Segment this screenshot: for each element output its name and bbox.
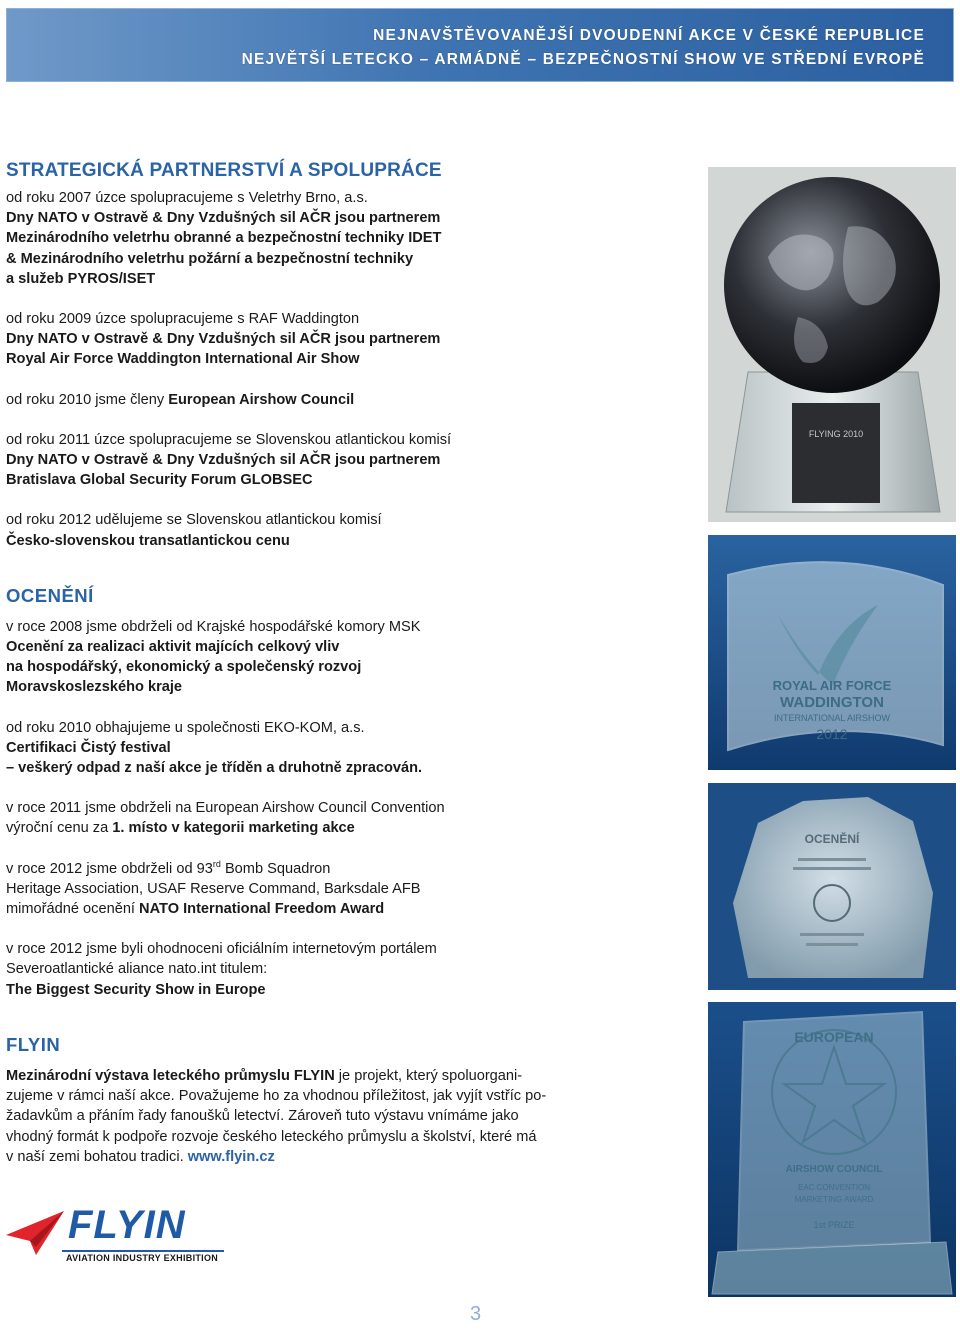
eac-line-3: EAC CONVENTION: [797, 1183, 871, 1192]
text-line: v roce 2011 jsme obdrželi na European Airshow Council Convention: [6, 800, 445, 817]
flyin-paragraph: [6, 1066, 586, 1167]
text-line: Mezinárodního veletrhu obranné a bezpečnostní techniky IDET: [6, 230, 442, 247]
text-line: Severoatlantické aliance nato.int titulem:: [6, 961, 268, 978]
text-line: vhodný formát k podpoře rozvoje českého leteckého průmyslu a školství, které má: [6, 1128, 537, 1145]
award-nato-freedom: [6, 859, 586, 920]
text-span: od roku 2010 jsme členy: [6, 391, 169, 408]
text-line: od roku 2011 úzce spolupracujeme se Slovenskou atlantickou komisí: [6, 431, 452, 448]
text-line: Moravskoslezského kraje: [6, 679, 183, 696]
text-line: [6, 1066, 586, 1086]
eac-line-1: EUROPEAN: [794, 1029, 874, 1045]
raf-line-3: INTERNATIONAL AIRSHOW: [773, 713, 891, 723]
text-span-bold: Mezinárodní výstava leteckého průmyslu FLYIN: [6, 1067, 335, 1084]
partnership-title: STRATEGICKÁ PARTNERSTVÍ A SPOLUPRÁCE: [6, 160, 442, 181]
awards-title: OCENĚNÍ: [6, 584, 94, 606]
text-line: [6, 1147, 586, 1167]
text-span: je projekt, který spoluorgani-: [334, 1067, 523, 1084]
text-line: žadavkům a přáním řady fanoušků letectví. Zároveň tuto výstavu vnímáme jako: [6, 1108, 519, 1125]
text-line: zujeme v rámci naší akce. Považujeme ho za vhodnou příležitost, jak vyjít vstříc po-: [6, 1088, 547, 1105]
photo-raf-waddington-award: [708, 535, 956, 770]
partnership-transatlantic: [6, 510, 586, 550]
text-span: mimořádné ocenění: [6, 901, 140, 918]
text-span-bold: European Airshow Council: [168, 391, 355, 408]
banner-line-2: NEJVĚTŠÍ LETECKO – ARMÁDNĚ – BEZPEČNOSTNÍ SHOW VE STŘEDNÍ EVROPĚ: [241, 51, 925, 68]
text-line: od roku 2009 úzce spolupracujeme s RAF Waddington: [6, 311, 360, 328]
text-span-bold: 1. místo v kategorii marketing akce: [112, 820, 355, 837]
text-line: v roce 2012 jsme byli ohodnoceni oficiálním internetovým portálem: [6, 941, 437, 958]
text-line: od roku 2012 udělujeme se Slovenskou atlantickou komisí: [6, 512, 382, 529]
banner-line-1: NEJNAVŠTĚVOVANĚJŠÍ DVOUDENNÍ AKCE V ČESKÉ REPUBLICE: [373, 27, 925, 44]
flyin-title: FLYIN: [6, 1033, 61, 1055]
logo-wordmark: FLYIN: [68, 1203, 186, 1247]
text-span: v roce 2012 jsme obdrželi od 93: [6, 860, 213, 877]
eac-line-5: 1st PRIZE: [813, 1220, 855, 1230]
raf-line-1: ROYAL AIR FORCE: [772, 678, 892, 693]
text-line: a služeb PYROS/ISET: [6, 270, 156, 287]
partnership-eac: [6, 390, 586, 410]
text-line: [6, 390, 586, 410]
raf-line-2: WADDINGTON: [780, 694, 884, 711]
partnership-idet: [6, 188, 586, 289]
text-line: [6, 859, 586, 879]
text-line: Bratislava Global Security Forum GLOBSEC: [6, 472, 313, 489]
eac-line-4: MARKETING AWARD: [794, 1195, 874, 1204]
text-line: Dny NATO v Ostravě & Dny Vzdušných sil AČR jsou partnerem: [6, 210, 441, 227]
partnership-globsec: [6, 430, 586, 491]
flyin-link[interactable]: www.flyin.cz: [187, 1148, 275, 1165]
award-nato-int: [6, 939, 586, 1000]
header-banner: [6, 8, 954, 82]
text-line: Certifikaci Čistý festival: [6, 739, 171, 756]
award-ekokom: [6, 718, 586, 779]
text-span-bold: NATO International Freedom Award: [139, 901, 385, 918]
eac-line-2: AIRSHOW COUNCIL: [785, 1164, 883, 1175]
text-line: [6, 899, 586, 919]
text-line: – veškerý odpad z naší akce je tříděn a druhotně zpracován.: [6, 760, 423, 777]
award-eac: [6, 798, 586, 838]
award-msk: [6, 617, 586, 698]
logo-subtitle: AVIATION INDUSTRY EXHIBITION: [66, 1253, 219, 1263]
text-span: Bomb Squadron: [220, 860, 331, 877]
text-line: od roku 2007 úzce spolupracujeme s Veletrhy Brno, a.s.: [6, 190, 368, 206]
text-line: & Mezinárodního veletrhu požární a bezpečnostní techniky: [6, 250, 414, 267]
text-span: výroční cenu za: [6, 820, 113, 837]
text-line: v roce 2008 jsme obdrželi od Krajské hospodářské komory MSK: [6, 618, 421, 635]
text-line: na hospodářský, ekonomický a společenský rozvoj: [6, 659, 362, 676]
flyin-logo: [6, 1203, 226, 1267]
photo-globe-trophy: [708, 167, 956, 522]
raf-line-4: 2012: [816, 726, 848, 742]
text-line: Royal Air Force Waddington International Air Show: [6, 351, 360, 368]
text-line: Heritage Association, USAF Reserve Command, Barksdale AFB: [6, 880, 421, 897]
partnership-raf: [6, 309, 586, 370]
photo-oceneni-crystal: [708, 783, 956, 990]
paper-plane-icon: [6, 1207, 66, 1257]
text-line: Dny NATO v Ostravě & Dny Vzdušných sil AČR jsou partnerem: [6, 452, 441, 469]
superscript: rd: [212, 858, 221, 869]
text-line: The Biggest Security Show in Europe: [6, 981, 266, 998]
page-number: 3: [470, 1303, 483, 1325]
photo-eac-award: [708, 1002, 956, 1297]
text-line: [6, 818, 586, 838]
text-line: Česko-slovenskou transatlantickou cenu: [6, 532, 290, 549]
plaque-text: FLYING 2010: [808, 429, 864, 439]
text-line: od roku 2010 obhajujeme u společnosti EKO-KOM, a.s.: [6, 719, 365, 736]
text-line: Dny NATO v Ostravě & Dny Vzdušných sil AČR jsou partnerem: [6, 331, 441, 348]
text-line: Ocenění za realizaci aktivit majících celkový vliv: [6, 639, 340, 656]
text-column: [6, 160, 586, 1167]
text-span: v naší zemi bohatou tradici.: [6, 1148, 188, 1165]
crystal-title: OCENĚNÍ: [804, 832, 860, 846]
logo-divider: [62, 1250, 224, 1252]
